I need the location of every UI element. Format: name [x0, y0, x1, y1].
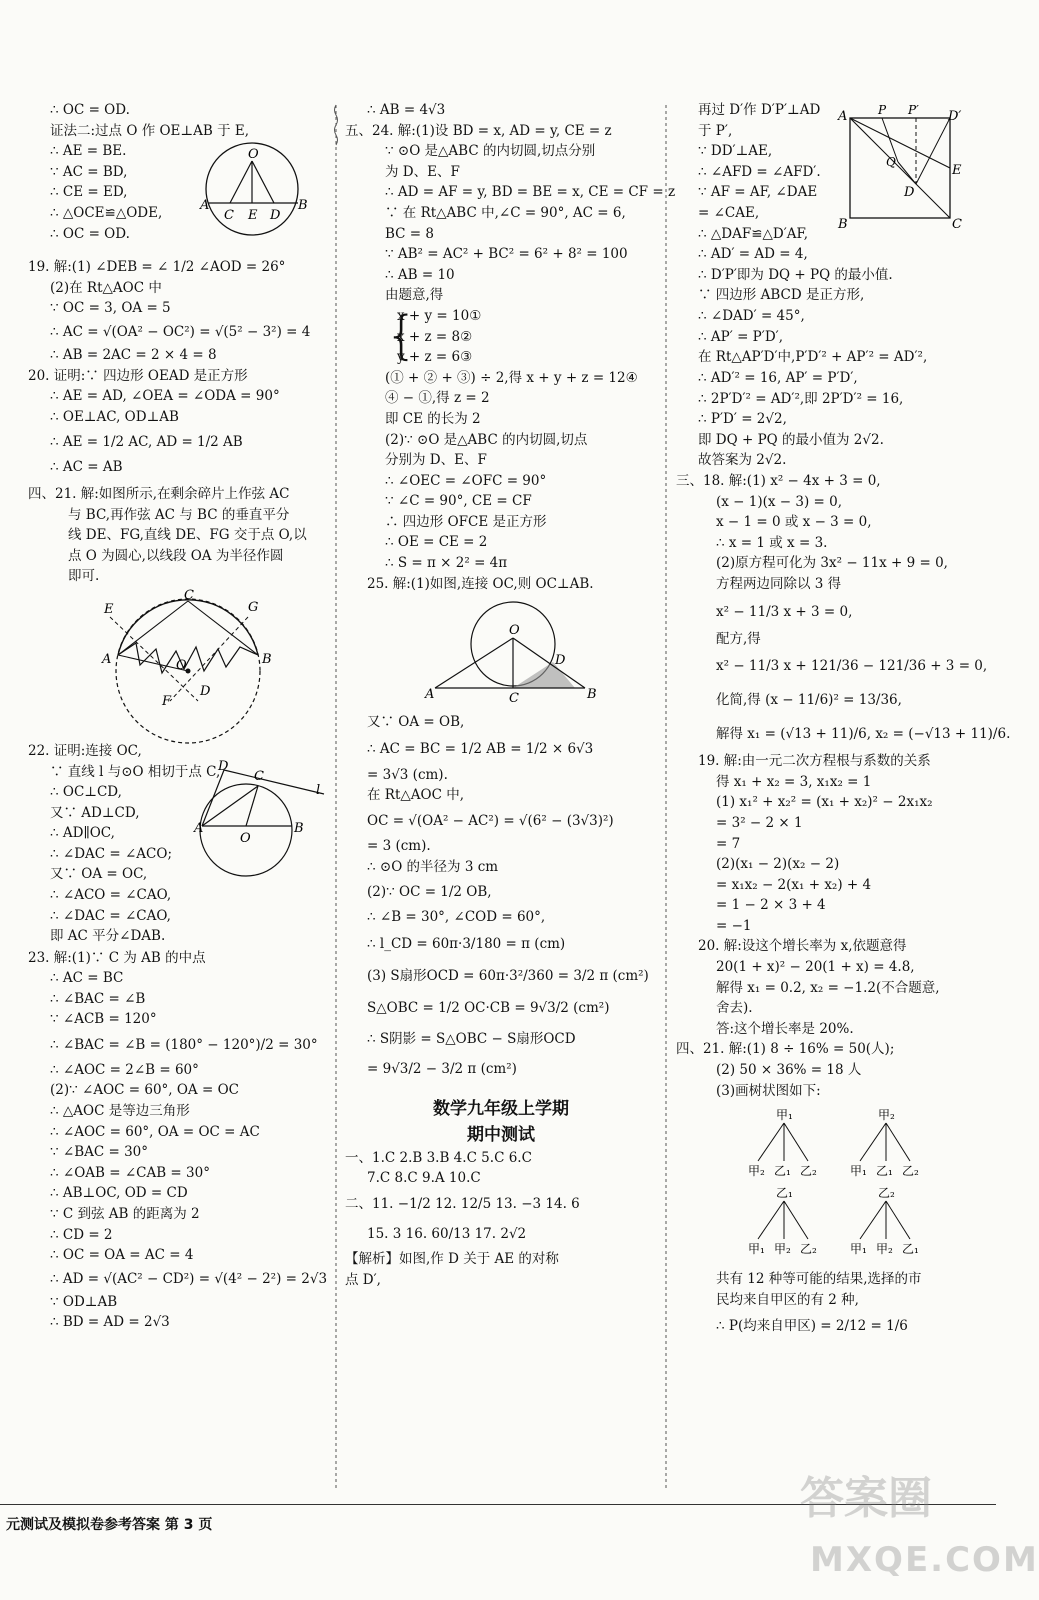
text-line: = −1 — [716, 917, 752, 934]
text-line: ∴ AP′ = P′D′, — [698, 328, 784, 345]
text-line: = 1 − 2 × 3 + 4 — [716, 897, 826, 914]
label-D: D — [200, 683, 211, 699]
text-line: ∴ ∠BAC = ∠B = (180° − 120°)/2 = 30° — [50, 1036, 318, 1053]
text-line: ∴ △DAF≌△D′AF, — [698, 225, 809, 242]
text-line: (2)在 Rt△AOC 中 — [50, 279, 162, 296]
text-line: ∴ ∠OAB = ∠CAB = 30° — [50, 1164, 210, 1181]
text-line: 为 D、E、F — [385, 163, 460, 180]
text-line: ∴ AD = √(AC² − CD²) = √(4² − 2²) = 2√3 — [50, 1270, 328, 1287]
text-line: 民均来自甲区的有 2 种, — [716, 1291, 859, 1308]
text-line: 7.C 8.C 9.A 10.C — [367, 1170, 481, 1187]
tree-leaf: 乙₁ — [902, 1242, 919, 1257]
label-B: B — [838, 217, 848, 232]
text-line: (3)画树状图如下: — [716, 1082, 821, 1099]
text-line: 即 AC 平分∠DAB. — [50, 928, 166, 945]
label-D-prime: D′ — [948, 109, 962, 124]
text-line: ∴ OC = OD. — [50, 225, 130, 242]
column-1 — [28, 100, 328, 1333]
text-line: ∴ ∠AOC = 60°, OA = OC = AC — [50, 1123, 260, 1140]
text-line: ④ − ①,得 z = 2 — [385, 390, 490, 407]
text-line: (2) 50 × 36% = 18 人 — [716, 1062, 862, 1079]
text-line: 与 BC,再作弦 AC 与 BC 的垂直平分 — [68, 506, 290, 523]
text-line: (3) S扇形OCD = 60π·3²/360 = 3/2 π (cm²) — [367, 967, 649, 984]
text-line: 线 DE、FG,直线 DE、FG 交于点 O,以 — [68, 527, 307, 544]
text-line: x − 1 = 0 或 x − 3 = 0, — [716, 514, 872, 531]
text-line: 又∵ AD⊥CD, — [50, 804, 140, 821]
text-line: ∴ ∠AOC = 2∠B = 60° — [50, 1061, 199, 1078]
label-C: C — [224, 208, 234, 224]
text-line: 又∵ OA = OC, — [50, 866, 148, 883]
tree-leaf: 甲₂ — [748, 1164, 765, 1179]
solution-block — [676, 100, 986, 368]
label-D: D — [555, 653, 566, 669]
equation-system — [345, 306, 657, 368]
text-line: 1.C 2.B 3.B 4.C 5.C 6.C — [372, 1149, 532, 1166]
text-line: (2)(x₁ − 2)(x₂ − 2) — [716, 856, 840, 873]
text-line: ∴ AC = BC = 1/2 AB = 1/2 × 6√3 — [367, 740, 594, 757]
tree-node: 乙₂ — [878, 1186, 895, 1201]
text-line: ∴ AE = AD, ∠OEA = ∠ODA = 90° — [50, 388, 280, 405]
label-C: C — [184, 587, 194, 603]
text-line: x + y = 10① — [397, 307, 482, 324]
text-line: 即可. — [68, 568, 100, 585]
text-line: ∵ 直线 l 与⊙O 相切于点 C, — [50, 763, 221, 780]
label-A: A — [838, 109, 848, 124]
text-line: 20. 证明:∵ 四边形 OEAD 是正方形 — [28, 367, 248, 384]
text-line: = 7 — [716, 835, 741, 852]
column-3 — [676, 100, 1011, 1342]
text-line: (2)∵ ⊙O 是△ABC 的内切圆,切点 — [385, 431, 588, 448]
label-O: O — [240, 830, 251, 846]
column-separator-2 — [663, 105, 669, 1490]
text-line: 在 Rt△AOC 中, — [367, 787, 464, 804]
text-line: 25. 解:(1)如图,连接 OC,则 OC⊥AB. — [367, 575, 594, 592]
tree-node: 甲₂ — [878, 1108, 895, 1123]
tree-leaf: 乙₁ — [876, 1164, 893, 1179]
text-line: 共有 12 种等可能的结果,选择的市 — [716, 1271, 922, 1288]
text-line: 19. 解:由一元二次方程根与系数的关系 — [698, 753, 931, 770]
tree-node: 甲₁ — [776, 1108, 793, 1123]
text-line: ∴ AD′ = AD = 4, — [698, 246, 808, 263]
text-line: x² − 11/3 x + 3 = 0, — [716, 603, 853, 620]
text-line: 又∵ OA = OB, — [367, 714, 465, 731]
text-line: ∴ △OCE≌△ODE, — [50, 204, 163, 221]
text-line: 五、24. 解:(1)设 BD = x, AD = y, CE = z — [345, 122, 612, 139]
tree-leaf: 乙₂ — [800, 1242, 817, 1257]
label-C: C — [509, 691, 519, 707]
column-2 — [345, 100, 676, 1290]
watermark-url: MXQE.COM — [810, 1540, 1039, 1580]
text-line: ∴ OC⊥CD, — [50, 784, 122, 801]
text-line: ∴ OE = CE = 2 — [385, 534, 488, 551]
label-A: A — [425, 687, 435, 703]
text-line: 四、21. 解:(1) 8 ÷ 16% = 50(人); — [676, 1041, 895, 1058]
text-line: (2)∵ OC = 1/2 OB, — [367, 884, 492, 901]
text-line: S△OBC = 1/2 OC·CB = 9√3/2 (cm²) — [367, 999, 610, 1016]
label-E: E — [952, 163, 962, 178]
text-line: 于 P′, — [698, 122, 733, 139]
text-line: = 3 (cm). — [367, 838, 431, 855]
tree-leaf: 乙₂ — [800, 1164, 817, 1179]
text-line: 故答案为 2√2. — [698, 452, 787, 469]
text-line: ∴ AC = BC — [50, 970, 124, 987]
text-line: 点 D′, — [345, 1271, 381, 1288]
text-line: OC = √(OA² − AC²) = √(6² − (3√3)²) — [367, 813, 614, 830]
tree-node: 乙₁ — [776, 1186, 793, 1201]
text-line: x² − 11/3 x + 121/36 − 121/36 + 3 = 0, — [716, 658, 988, 675]
label-C: C — [952, 217, 962, 232]
tree-leaf: 甲₂ — [774, 1242, 791, 1257]
text-line: 20. 解:设这个增长率为 x,依题意得 — [698, 938, 907, 955]
label-E: E — [248, 208, 258, 224]
text-line: 三、18. 解:(1) x² − 4x + 3 = 0, — [676, 472, 881, 489]
text-line: 解得 x₁ = (√13 + 11)/6, x₂ = (−√13 + 11)/6. — [716, 726, 1011, 743]
label-D: D — [218, 758, 229, 774]
text-line: 四、21. 解:如图所示,在剩余碎片上作弦 AC — [28, 485, 290, 502]
text-line: ∴ 2P′D′² = AD′²,即 2P′D′² = 16, — [698, 390, 904, 407]
text-line: BC = 8 — [385, 225, 434, 242]
text-line: 得 x₁ + x₂ = 3, x₁x₂ = 1 — [716, 773, 872, 790]
text-line: ∵ OC = 3, OA = 5 — [50, 300, 171, 317]
text-line: ∵ ⊙O 是△ABC 的内切圆,切点分别 — [385, 143, 596, 160]
text-line: = x₁x₂ − 2(x₁ + x₂) + 4 — [716, 876, 872, 893]
text-line: ∵ C 到弦 AB 的距离为 2 — [50, 1206, 200, 1223]
text-line: ∴ AE = BE. — [50, 143, 127, 160]
label-D: D — [904, 185, 915, 200]
circle-figure-4 — [425, 598, 605, 708]
circle-figure-1 — [200, 131, 310, 241]
text-line: 15. 3 16. 60/13 17. 2√2 — [367, 1226, 527, 1242]
text-line: x + z = 8② — [397, 328, 473, 345]
label-P-prime: P′ — [908, 103, 919, 117]
text-line: 即 CE 的长为 2 — [385, 410, 481, 427]
watermark — [790, 1462, 1039, 1592]
text-line: (1) x₁² + x₂² = (x₁ + x₂)² − 2x₁x₂ — [716, 794, 933, 811]
text-line: ∴ ⊙O 的半径为 3 cm — [367, 858, 499, 875]
label-B: B — [587, 687, 597, 703]
tree-diagram — [746, 1105, 976, 1265]
label-A: A — [194, 820, 204, 836]
text-line: ∴ OC = OD. — [50, 102, 130, 118]
text-line: 22. 证明:连接 OC, — [28, 742, 142, 759]
text-line: ∵ AC = BD, — [50, 163, 128, 180]
text-line: ∴ AC = √(OA² − OC²) = √(5² − 3²) = 4 — [50, 323, 311, 340]
text-line: ∴ OE⊥AC, OD⊥AB — [50, 408, 179, 425]
label-Q: Q — [886, 155, 896, 169]
section-subtitle: 期中测试 — [467, 1124, 535, 1145]
square-figure — [836, 103, 966, 232]
text-line: ∴ AD = AF = y, BD = BE = x, CE = CF = z — [385, 184, 676, 201]
proof-block — [28, 758, 328, 948]
section-title: 数学九年级上学期 — [433, 1098, 569, 1119]
text-line: = 3² − 2 × 1 — [716, 814, 803, 831]
label-l: l — [316, 782, 321, 798]
label-F: F — [162, 693, 172, 709]
text-line: ∵ AB² = AC² + BC² = 6² + 8² = 100 — [385, 246, 628, 263]
tree-leaf: 甲₁ — [850, 1242, 867, 1257]
text-line: ∵ AF = AF, ∠DAE — [698, 184, 818, 201]
brace: { — [385, 305, 419, 366]
label-P: P — [878, 103, 887, 117]
text-line: ∴ P(均来自甲区) = 2/12 = 1/6 — [716, 1318, 908, 1335]
text-line: ∴ AD∥OC, — [50, 825, 115, 842]
text-line: 20(1 + x)² − 20(1 + x) = 4.8, — [716, 959, 915, 976]
text-line: y + z = 6③ — [397, 349, 473, 366]
text-line: ∴ BD = AD = 2√3 — [50, 1314, 170, 1331]
label-O: O — [176, 657, 187, 673]
label-A: A — [102, 651, 112, 667]
text-line: ∴ ∠DAC = ∠CAO, — [50, 907, 171, 924]
text-line: ∵ OD⊥AB — [50, 1293, 118, 1310]
text-line: ∴ ∠DAD′ = 45°, — [698, 307, 805, 324]
text-line: = 9√3/2 − 3/2 π (cm²) — [367, 1060, 517, 1077]
label-B: B — [294, 820, 304, 836]
section-label: 一、 — [345, 1149, 372, 1166]
text-line: (x − 1)(x − 3) = 0, — [716, 493, 843, 510]
tree-leaf: 甲₁ — [850, 1164, 867, 1179]
text-line: ∴ AB = 2AC = 2 × 4 = 8 — [50, 346, 217, 363]
text-line: ∴ AC = AB — [50, 459, 123, 476]
text-line: ∴ S = π × 2² = 4π — [385, 555, 508, 572]
text-line: 证法二:过点 O 作 OE⊥AB 于 E, — [50, 122, 250, 139]
tree-leaf: 甲₂ — [876, 1242, 893, 1257]
text-line: ∴ D′P′即为 DQ + PQ 的最小值. — [698, 266, 893, 283]
text-line: ∵ ∠ACB = 120° — [50, 1011, 157, 1028]
circle-figure-3 — [194, 758, 326, 882]
text-line: ∴ △AOC 是等边三角形 — [50, 1103, 190, 1120]
tree-leaf: 乙₁ — [774, 1164, 791, 1179]
text-line: (① + ② + ③) ÷ 2,得 x + y + z = 12④ — [385, 369, 638, 386]
text-line: = ∠CAE, — [698, 204, 760, 221]
text-line: = 3√3 (cm). — [367, 766, 448, 783]
text-line: ∵ DD′⊥AE, — [698, 143, 773, 160]
label-E: E — [104, 601, 114, 617]
text-line: ∵ ∠C = 90°, CE = CF — [385, 493, 532, 510]
text-line: (2)原方程可化为 3x² − 11x + 9 = 0, — [716, 555, 948, 572]
column-separator-1 — [333, 105, 339, 1490]
text-line: 舍去). — [716, 1000, 753, 1017]
text-line: 二、11. −1/2 12. 12/5 13. −3 14. 6 — [345, 1196, 580, 1212]
text-line: ∴ AB = 10 — [385, 266, 455, 283]
text-line: ∴ AD′² = 16, AP′ = P′D′, — [698, 370, 858, 386]
label-C: C — [254, 768, 264, 784]
text-line: 化简,得 (x − 11/6)² = 13/36, — [716, 692, 902, 709]
text-line: 即 DQ + PQ 的最小值为 2√2. — [698, 431, 884, 448]
text-line: ∴ ∠DAC = ∠ACO; — [50, 845, 172, 862]
text-line: (2)∵ ∠AOC = 60°, OA = OC — [50, 1082, 239, 1099]
text-line: 【解析】如图,作 D 关于 AE 的对称 — [345, 1251, 559, 1267]
tree-leaf: 甲₁ — [748, 1242, 765, 1257]
label-G: G — [248, 599, 259, 615]
text-line: ∴ ∠B = 30°, ∠COD = 60°, — [367, 909, 546, 926]
text-line: ∵ ∠BAC = 30° — [50, 1144, 149, 1161]
text-line: ∴ AB⊥OC, OD = CD — [50, 1185, 188, 1202]
label-O: O — [248, 147, 259, 163]
proof-block — [28, 141, 328, 251]
text-line: ∴ P′D′ = 2√2, — [698, 411, 787, 428]
text-line: ∴ AE = 1/2 AC, AD = 1/2 AB — [50, 434, 243, 451]
text-line: ∴ ∠BAC = ∠B — [50, 990, 146, 1007]
watermark-title: 答案圈 — [800, 1473, 932, 1524]
text-line: ∴ ∠OEC = ∠OFC = 90° — [385, 472, 547, 489]
text-line: ∴ ∠AFD = ∠AFD′. — [698, 163, 821, 180]
label-B: B — [262, 651, 272, 667]
text-line: ∴ AB = 4√3 — [367, 102, 446, 118]
text-line: ∴ CE = ED, — [50, 184, 128, 201]
text-line: ∵ 在 Rt△ABC 中,∠C = 90°, AC = 6, — [385, 204, 626, 221]
label-A: A — [200, 198, 210, 214]
text-line: 19. 解:(1) ∠DEB = ∠ 1/2 ∠AOD = 26° — [28, 259, 286, 276]
text-line: 23. 解:(1)∵ C 为 AB 的中点 — [28, 949, 206, 966]
label-D: D — [270, 208, 281, 224]
text-line: 由题意,得 — [385, 287, 444, 304]
text-line: 答:这个增长率是 20%. — [716, 1020, 854, 1037]
text-line: 再过 D′作 D′P′⊥AD — [698, 102, 821, 118]
text-line: 方程两边同除以 3 得 — [716, 575, 842, 592]
text-line: 配方,得 — [716, 630, 761, 647]
text-line: 在 Rt△AP′D′中,P′D′² + AP′² = AD′², — [698, 349, 928, 366]
text-line: ∴ ∠ACO = ∠CAO, — [50, 887, 172, 904]
text-line: ∴ CD = 2 — [50, 1226, 113, 1243]
label-O: O — [509, 623, 520, 639]
text-line: ∴ 四边形 OFCE 是正方形 — [385, 513, 547, 530]
circle-figure-2 — [88, 587, 288, 731]
tree-leaf: 乙₂ — [902, 1164, 919, 1179]
text-line: 点 O 为圆心,以线段 OA 为半径作圆 — [68, 547, 284, 564]
text-line: ∵ 四边形 ABCD 是正方形, — [698, 287, 865, 304]
text-line: ∴ S阴影 = S△OBC − S扇形OCD — [367, 1030, 576, 1047]
text-line: ∴ l_CD = 60π·3/180 = π (cm) — [367, 935, 566, 952]
label-B: B — [298, 198, 308, 214]
text-line: 解得 x₁ = 0.2, x₂ = −1.2(不合题意, — [716, 979, 940, 996]
text-line: ∴ x = 1 或 x = 3. — [716, 534, 828, 551]
text-line: 分别为 D、E、F — [385, 452, 487, 469]
footer-text: 元测试及模拟卷参考答案 第 3 页 — [6, 1517, 213, 1533]
text-line: ∴ OC = OA = AC = 4 — [50, 1247, 194, 1264]
